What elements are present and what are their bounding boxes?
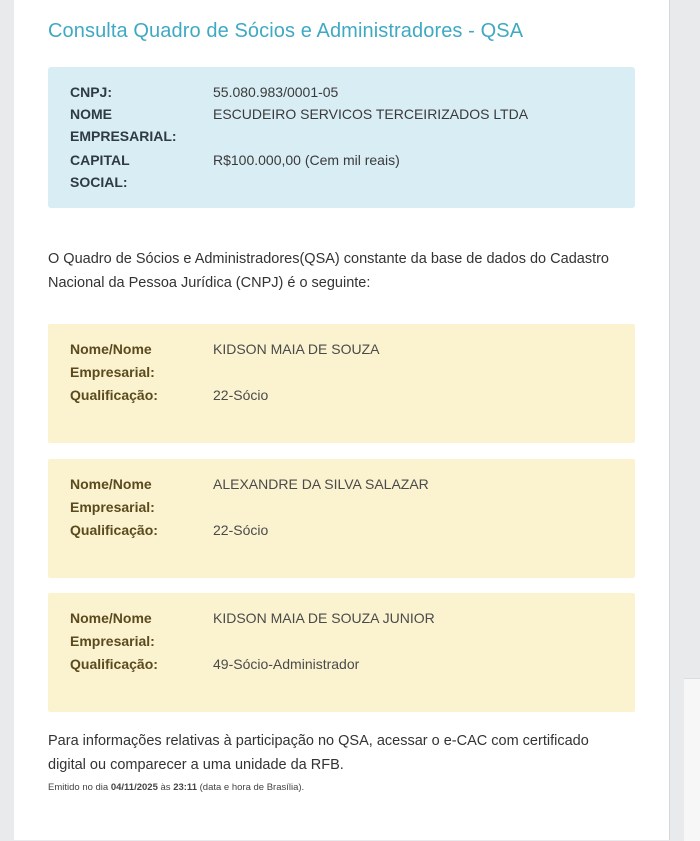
info-line-1: Para informações relativas à participação no QSA, acessar o e-CAC com certificado	[48, 733, 589, 749]
cnpj-label: CNPJ:	[70, 84, 113, 100]
intro-line-1: O Quadro de Sócios e Administradores(QSA) constante da base de dados do Cadastro	[48, 251, 609, 267]
intro-line-2: Nacional da Pessoa Jurídica (CNPJ) é o seguinte:	[48, 275, 371, 291]
partner-qualification-value: 22-Sócio	[213, 387, 269, 403]
cnpj-value: 55.080.983/0001-05	[213, 84, 339, 100]
partner-name-value: KIDSON MAIA DE SOUZA JUNIOR	[213, 610, 435, 626]
emission-middle: às	[160, 782, 171, 793]
intro-paragraph	[48, 247, 638, 295]
partner-name-label-line2: Empresarial:	[70, 633, 155, 649]
emission-note	[48, 782, 304, 793]
partner-box	[48, 459, 635, 578]
capital-label-line2: SOCIAL:	[70, 174, 128, 190]
capital-label-line1: CAPITAL	[70, 152, 130, 168]
company-name-label-line1: NOME	[70, 106, 112, 122]
info-paragraph	[48, 729, 638, 777]
partner-name-value: KIDSON MAIA DE SOUZA	[213, 341, 380, 357]
partner-name-label-line2: Empresarial:	[70, 364, 155, 380]
partner-name-value: ALEXANDRE DA SILVA SALAZAR	[213, 476, 429, 492]
emission-prefix: Emitido no dia	[48, 782, 109, 793]
partner-qualification-label: Qualificação:	[70, 387, 158, 403]
company-name-label-line2: EMPRESARIAL:	[70, 128, 177, 144]
emission-suffix: (data e hora de Brasília).	[199, 782, 305, 793]
capital-value: R$100.000,00 (Cem mil reais)	[213, 152, 400, 168]
partner-name-label-line1: Nome/Nome	[70, 341, 152, 357]
partner-qualification-value: 22-Sócio	[213, 522, 269, 538]
partner-box	[48, 593, 635, 712]
partner-box	[48, 324, 635, 443]
document-page	[14, 0, 670, 840]
partner-name-label-line2: Empresarial:	[70, 499, 155, 515]
page-title: Consulta Quadro de Sócios e Administradores - QSA	[48, 20, 524, 42]
emission-time: 23:11	[173, 782, 197, 793]
partner-name-label-line1: Nome/Nome	[70, 610, 152, 626]
info-line-2: digital ou comparecer a uma unidade da RFB.	[48, 757, 344, 773]
partner-qualification-value: 49-Sócio-Administrador	[213, 656, 360, 672]
company-name-value: ESCUDEIRO SERVICOS TERCEIRIZADOS LTDA	[213, 106, 529, 122]
partner-name-label-line1: Nome/Nome	[70, 476, 152, 492]
company-info-box	[48, 67, 635, 208]
partner-qualification-label: Qualificação:	[70, 656, 158, 672]
adjacent-panel-edge	[684, 678, 700, 841]
emission-date: 04/11/2025	[110, 782, 158, 793]
partner-qualification-label: Qualificação:	[70, 522, 158, 538]
